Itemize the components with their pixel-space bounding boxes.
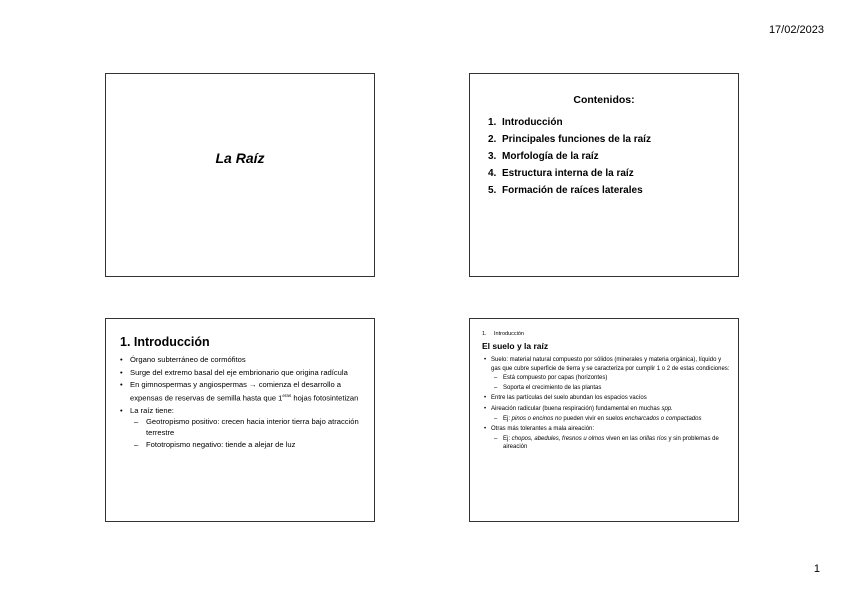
- section-number: 1.: [482, 331, 487, 337]
- bullet-list: [482, 356, 730, 452]
- contents-item-number: 3.: [488, 151, 497, 162]
- contents-item-label: Morfología de la raíz: [502, 151, 599, 162]
- sub-bullet-item: – Fototropismo negativo: tiende a alejar de luz: [130, 440, 366, 451]
- contents-item-label: Formación de raíces laterales: [502, 185, 643, 196]
- text-italic: pinos o encinos no: [511, 415, 562, 422]
- contents-item-label: Introducción: [502, 117, 563, 128]
- section-label: [482, 331, 738, 337]
- slide-thumbnail-2: [469, 73, 739, 277]
- bullet-text: En gimnospermas y angiospermas → comienza el desarrollo a expensas de reservas de semilla hasta que 1: [130, 380, 342, 403]
- contents-item: [488, 148, 738, 165]
- slide-thumbnail-3: [105, 318, 375, 522]
- bullet-item: [120, 380, 366, 404]
- bullet-text: Suelo: material natural compuesto por sólidos (minerales y materia orgánica), líquido y gas que cubre superficie de tierra y se caracteriza por cumplir 1 o 2 de estas condiciones:: [491, 357, 730, 372]
- contents-item-label: Principales funciones de la raíz: [502, 134, 651, 145]
- text: pueden vivir en suelos: [561, 415, 625, 422]
- bullet-text: La raíz tiene:: [130, 405, 174, 415]
- text-italic: chopos, abedules, fresnos u olmos: [511, 435, 605, 442]
- bullet-item: [482, 356, 730, 392]
- bullet-text-tail: hojas fotosintetizan: [291, 393, 359, 403]
- sub-bullet-item: – Geotropismo positivo: crecen hacia interior tierra bajo atracción terrestre: [130, 417, 366, 438]
- contents-item: [488, 131, 738, 148]
- text: Ej:: [503, 435, 512, 442]
- contents-item: [488, 182, 738, 199]
- bullet-text: Aireación radicular (buena respiración) fundamental en muchas: [491, 405, 662, 412]
- bullet-item: [482, 425, 730, 452]
- slide-thumbnail-4: [469, 318, 739, 522]
- sub-bullet-list: [491, 415, 730, 424]
- slide-thumbnail-1: [105, 73, 375, 277]
- bullet-item: [482, 405, 730, 423]
- contents-item-label: Estructura interna de la raíz: [502, 168, 634, 179]
- slide-title: El suelo y la raíz: [482, 341, 549, 351]
- sub-bullet-list: [130, 417, 366, 451]
- contents-item-number: 1.: [488, 117, 497, 128]
- contents-list: [488, 114, 738, 199]
- contents-item-number: 4.: [488, 168, 497, 179]
- sub-bullet-item: [491, 415, 730, 424]
- text: Ej:: [503, 415, 512, 422]
- page-number: 1: [813, 563, 820, 575]
- contents-item: [488, 114, 738, 131]
- sub-bullet-list: [491, 435, 730, 452]
- text-italic: encharcados o compactados: [624, 415, 702, 422]
- bullet-item: • Órgano subterráneo de cormófitos: [120, 355, 366, 366]
- bullet-item: • Surge del extremo basal del eje embrionario que origina radícula: [120, 368, 366, 379]
- slide-title: 1. Introducción: [120, 335, 210, 349]
- superscript: eras: [282, 392, 292, 398]
- sub-bullet-list: [491, 374, 730, 392]
- bullet-list: [120, 355, 366, 451]
- contents-item-number: 5.: [488, 185, 497, 196]
- section-name: Introducción: [494, 331, 524, 337]
- bullet-text: Otras más tolerantes a mala aireación:: [491, 426, 595, 433]
- text: y sin problemas de aireación: [503, 435, 719, 451]
- bullet-item: • Entre las partículas del suelo abundan los espacios vacíos: [482, 394, 730, 403]
- text-italic: orillas ríos: [639, 435, 667, 442]
- bullet-item: [120, 406, 366, 451]
- contents-heading: Contenidos:: [573, 94, 635, 106]
- contents-item-number: 2.: [488, 134, 497, 145]
- page-date: 17/02/2023: [768, 24, 824, 36]
- sub-bullet-item: – Está compuesto por capas (horizontes): [491, 374, 730, 383]
- contents-item: [488, 165, 738, 182]
- text: viven en las: [604, 435, 640, 442]
- sub-bullet-item: [491, 435, 730, 452]
- slide-title: La Raíz: [215, 150, 265, 166]
- bullet-text-italic: spp.: [661, 405, 673, 412]
- sub-bullet-item: – Soporta el crecimiento de las plantas: [491, 384, 730, 393]
